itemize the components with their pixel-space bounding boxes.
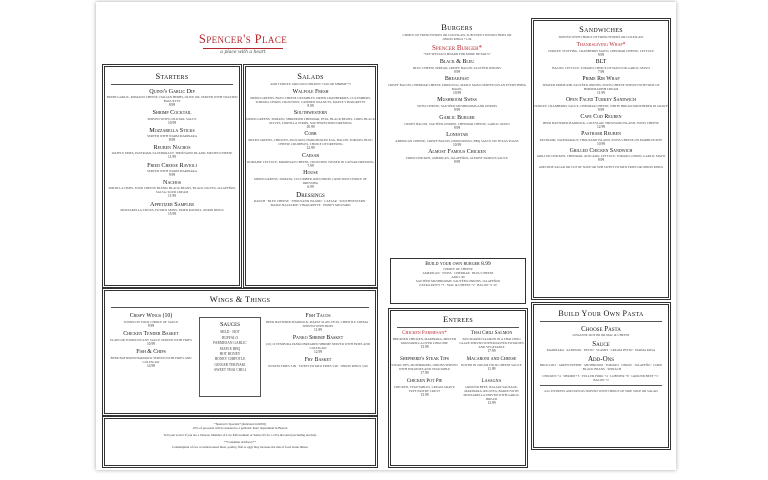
brand-header [189, 32, 297, 55]
item-price: 12.99 [306, 146, 315, 151]
item-desc: CHICKEN, VEGETABLES, CREAM GRAVY, PUFF PASTRY CRUST [393, 384, 456, 393]
item-price: 10.99 [167, 120, 177, 125]
item-name: Cobb [304, 131, 317, 138]
item-price: 14.99 [146, 363, 156, 368]
item-desc: GROUND BEEF, ITALIAN SAUSAGE, MARINARA, RICOTTA, BAKED WITH MOZZARELLA SERVED WITH GARLIC BREAD [463, 384, 520, 401]
item-name: Quinn's Garlic Dip [149, 88, 195, 95]
menu-item [105, 144, 239, 159]
item-name: Chicken Pot Pie [406, 379, 443, 385]
item-name: Southwestern [293, 110, 328, 117]
sauce-item: BUFFALO [221, 335, 239, 340]
item-price: 13.99 [420, 392, 429, 397]
item-desc: MIXED GREENS, TOMATO, CUCUMBER, RED ONION, CROUTONS CHOICE OF DRESSING [253, 176, 368, 185]
menu-item [246, 170, 375, 189]
byo-burger-lines [391, 267, 525, 287]
item-desc: SERVED WITH WARM MARINARA [146, 168, 197, 173]
item-name: Lonestar [446, 131, 468, 138]
item-name: Pastrami Reuben [581, 130, 621, 137]
menu-item [458, 331, 525, 355]
advisory-title: **Consumer Advisory** [224, 440, 256, 445]
sauces-box [199, 317, 261, 397]
divider [397, 327, 519, 328]
item-name: Cape Cod Reuben [580, 113, 622, 120]
item-price: 9.99 [597, 158, 605, 163]
item-name: Thai Chili Salmon [470, 331, 513, 336]
item-desc: FRIED CHICKEN, AMERICAN, JALAPEÑOS, ALMOST FAMOUS SAUCE [406, 155, 508, 160]
brand-logo: Spencer's Place [198, 32, 288, 46]
entrees-title: Entrees [443, 314, 473, 324]
starters-title: Starters [155, 71, 189, 81]
item-desc: BEER BATTERED HADDOCK, MAPLE SLAW, FETA, CHIPOTLE CREMA · SERVED WITH FRIES [266, 319, 370, 328]
menu-item [246, 153, 375, 168]
item-desc: BEER BATTERED HADDOCK, COLESLAW, THOUSAND ISLAND, SWISS CHEESE [543, 120, 659, 125]
item-price: 8.99 [168, 138, 176, 142]
menu-item [534, 97, 668, 112]
item-price: 9.99 [307, 103, 314, 108]
choose-pasta-text: LINGUINE, ROTINI OR MAC & CHEESE [572, 333, 630, 338]
item-price: 11.99 [597, 90, 605, 95]
salads-list [246, 89, 375, 189]
item-name: Nachos [162, 179, 182, 187]
item-name: Black & Bleu [439, 59, 475, 66]
menu-item [105, 201, 239, 216]
item-desc: CRISPY BACON, SAUTÉED ONIONS, CHEDDAR CHEESE, GARLIC MAYO [404, 121, 510, 126]
burgers-sub: CHOICE OF FRENCH FRIES OR COLESLAW, SUB SWEET POTATO FRIES OR ONION RINGS +1.99 [402, 33, 512, 41]
byo-line: ADD 1.99 [451, 275, 465, 280]
sauce-item: SWEET THAI CHILI [214, 368, 246, 373]
sauce-item: GINGER TERIYAKI [214, 362, 246, 367]
sauces-title: Sauces [219, 321, 240, 328]
item-desc: BREADED CHICKEN, MARINARA, MELTED MOZZARELLA OVER LINGUINE [392, 336, 457, 345]
menu-item [534, 148, 668, 163]
menu-item [458, 357, 525, 377]
byo-burger-title: Build your own burger 8.99 [425, 261, 491, 267]
item-price: 10.99 [452, 91, 462, 96]
item-price: 8.99 [168, 103, 176, 108]
item-name: Shepherd's Steak Tips [399, 357, 450, 363]
item-name: Shrimp Cocktail [152, 109, 192, 117]
menu-item [105, 127, 239, 142]
menu-item [387, 132, 527, 147]
sauce-item: HONEY CHIPOTLE [214, 357, 246, 362]
menu-item [246, 110, 375, 129]
item-name: Fry Basket [304, 356, 332, 363]
sauce-item: PARMESAN GARLIC [213, 341, 247, 346]
menu-item [458, 379, 525, 407]
item-price: 9.99 [597, 107, 605, 112]
menu-item [246, 131, 375, 150]
salads-title: Salads [297, 71, 324, 81]
item-name: Mozzarella Sticks [149, 126, 195, 134]
divider [540, 321, 662, 322]
item-desc: MIXED GREENS, CHICKEN, AVOCADO, HARD BOILED EGG, BACON, TOMATO, BLEU CHEESE CRUMBLES, CHOICE OF DRESSING [248, 138, 373, 147]
starters-section [104, 66, 240, 286]
menu-item [534, 114, 668, 129]
sauces-list [200, 330, 260, 373]
menu-item [391, 331, 458, 355]
item-price: 9.99 [453, 69, 461, 74]
item-name: Almost Famous Chicken [428, 149, 486, 156]
pasta-footer: ALL ENTREES AND PASTAS SERVED WITH CHOICE OF SIDE SOUP OR SALAD [544, 389, 658, 394]
menu-item [534, 76, 668, 95]
item-desc: FRESH GARLIC, ROMANO CHEESE, ITALIAN HERBS, OLIVE OIL SERVED WITH TOASTED BAGUETTE [106, 95, 238, 104]
entrees-list [391, 331, 525, 409]
addons-title: Add-Ons [587, 355, 615, 364]
menu-item [387, 115, 527, 130]
item-desc: TURKEY, CRANBERRY SAUCE, CHEDDAR CHEESE, WHITE BREAD SMOTHERED IN GRAVY [534, 103, 668, 108]
wings-left-list [109, 313, 193, 371]
dressings-list: RANCH · BLEU CHEESE · THOUSAND ISLAND · CAESAR · SOUTHWESTERN · MAPLE BALSAMIC VINAIGRETTE · HONEY MUSTARD [253, 199, 367, 208]
byo-burger-section [390, 258, 526, 304]
item-desc: STEAK TIPS, MUSHROOMS, ONIONS SERVED WITH POTATOES AND VEGETABLE [391, 362, 458, 371]
specials-line-2: 10% of proceeds will be donated to a pediatric heart department in Boston [192, 426, 288, 431]
divider [111, 84, 233, 85]
item-desc: TORTILLA CHIPS, FOUR CHEESE BLEND, BLACK BEANS, BLACK OLIVES, JALAPEÑOS, SALSA, SOUR CREAM [108, 186, 236, 195]
spencer-burger-desc: *SEE SPECIALS BOARD FOR MORE DETAILS* [423, 52, 491, 57]
item-price: 7.99 [597, 69, 605, 74]
item-price: 7.99 [307, 163, 314, 168]
pasta-section [533, 304, 669, 448]
sauce-item: MAPLE BBQ [219, 346, 241, 351]
item-desc: MOZZARELLA STICKS, POTATO SKINS, FRIED RAVIOLI, ONION RINGS [120, 207, 224, 212]
item-price: 10.99 [596, 141, 606, 146]
item-name: Lasagna [481, 379, 502, 385]
item-desc: WAFFLE FRIES, PASTRAMI, SAUERKRAUT, THOUSAND ISLAND, MELTED CHEESE [111, 151, 233, 156]
item-desc: SERVED WITH COCKTAIL SAUCE [147, 116, 197, 121]
sandwiches-note: ADD SIDE SALAD OR CUP OF SOUP OR SUB SWEET POTATO FRIES OR ONION RINGS [538, 164, 664, 169]
menu-item [534, 131, 668, 146]
item-desc: PASTRAMI, SAUERKRAUT, THOUSAND ISLAND, SWISS CHEESE ON MARBLED RYE [539, 137, 663, 142]
item-name: Macaroni and Cheese [466, 357, 517, 363]
salads-section [245, 66, 376, 286]
item-price: 12.99 [313, 349, 323, 354]
burgers-list [387, 59, 527, 164]
wings-section [104, 290, 376, 414]
item-name: Open Faced Turkey Sandwich [566, 96, 636, 103]
item-price: 10.99 [306, 125, 315, 130]
item-price: 11.99 [168, 155, 176, 160]
item-desc: TOSSED IN YOUR CHOICE OF SAUCE [123, 319, 179, 324]
item-name: Mushroom Swiss [437, 97, 477, 104]
sauce-item: MILD · HOT [220, 330, 240, 335]
menu-item [387, 97, 527, 112]
dressings-title: Dressings [296, 191, 325, 200]
item-price: 11.99 [487, 366, 496, 371]
sauce-text: MARINARA · ALFREDO · PESTO · SCAMPI · CREAM PESTO · PARMA ROSA [546, 348, 656, 353]
item-name: Crispy Wings (10) [129, 313, 173, 319]
menu-item [109, 349, 193, 368]
pasta-title: Build Your Own Pasta [558, 309, 644, 318]
item-name: Chicken Tender Basket [123, 330, 179, 337]
sandwiches-list [534, 42, 668, 163]
logo-divider [203, 48, 283, 49]
item-name: Reuben Nachos [153, 144, 191, 152]
burgers-title: Burgers [441, 22, 473, 32]
item-desc: BLEU CHEESE SPREAD, CRISPY BACON, SAUTÉED ONIONS [413, 65, 501, 70]
item-desc: BACON, LETTUCE, TOMATO CHOICE OF MAYO OR GARLIC MAYO [552, 65, 650, 70]
item-desc: PAN SEARED SALMON IN A THAI CHILI GLAZE SERVED WITH ROASTED POTATOES AND VEGETABLE [459, 336, 524, 349]
item-price: 9.99 [453, 125, 461, 130]
protein-text: CHICKEN +4 · SHRIMP +5 · PULLED PORK +4 · LOBSTER +8 · GROUND BEEF +3 · BACON +2 [542, 374, 660, 383]
item-price: 9.99 [597, 52, 605, 57]
item-price: 12.99 [596, 124, 606, 129]
menu-item [534, 59, 668, 74]
item-name: Fish & Chips [136, 348, 166, 355]
burgers-section [387, 18, 527, 274]
divider [111, 307, 369, 308]
byo-line: EXTRA PATTY +3 · MAC & CHEESE +2 · BACON +1.50 [419, 283, 497, 288]
menu-item [109, 313, 193, 328]
item-desc: (10) 10 TEMPURA PANKO BREADED SHRIMP SERVED WITH FRIES AND COLESLAW [266, 341, 370, 350]
menu-item [265, 313, 371, 332]
menu-item [105, 109, 239, 124]
item-name: Grilled Chicken Sandwich [569, 147, 633, 154]
brand-tagline: a place with a heart [220, 50, 266, 55]
item-desc: ROMAINE LETTUCE, PARMESAN CHEESE, CROUTONS TOSSED IN CAESAR DRESSING [247, 159, 374, 164]
item-desc: BEER BATTERED HADDOCK SERVED WITH FRIES AND COLESLAW [110, 355, 192, 364]
item-price: 17.99 [420, 370, 429, 375]
item-price: 9.99 [168, 172, 176, 177]
item-price: 15.99 [167, 211, 177, 216]
salads-note: ADD TURKEY, GRILLED CHICKEN +4.99 OR SHRIMP +5 [270, 82, 351, 86]
item-price: 11.99 [314, 327, 322, 332]
item-name: Chicken Parmesan* [402, 331, 447, 336]
specials-line-3: Tell your server if you are a Veteran, Member of Law Enforcement or Senior 65 for a 10% discount (excluding alcohol) [163, 433, 317, 438]
item-name: Prime Rib Wrap [582, 75, 620, 82]
item-desc: AMERICAN CHEESE, CRISPY BACON, ONION RINGS, BBQ SAUCE ON TEXAS TOAST [395, 138, 519, 143]
item-price: 13.99 [487, 400, 496, 405]
item-desc: CRISPY BACON, CHEDDAR CHEESE, FRIED EGG, MAPLE MAYO SERVED ON AN EVERYTHING BAGEL [387, 83, 527, 92]
item-name: Breakfast [444, 76, 470, 83]
specials-section [104, 418, 376, 466]
menu-item [387, 59, 527, 74]
item-name: Thanksgiving Wrap* [576, 42, 626, 48]
item-desc: GRILLED CHICKEN, CHEDDAR, AVOCADO, LETTUCE, TOMATO, ONION, GARLIC MAYO [536, 154, 666, 159]
item-price: 11.99 [168, 194, 176, 199]
sandwiches-section [533, 20, 669, 298]
starters-list [105, 88, 239, 216]
item-name: Appetizer Sampler [150, 200, 194, 208]
item-price: 10.99 [452, 142, 462, 147]
item-desc: MIXED GREENS, BLEU CHEESE CRUMBLES, DRIED CRANBERRIES, CUCUMBERS, TOMATO, ONION, CROUTONS, CANDIED WALNUTS, MAPLE VINAIGRETTE [250, 95, 371, 104]
addons-text: BROCCOLI · GREEN PEPPER · MUSHROOM · TOMATO · ONION · JALAPEÑO · CORN · BLACK BEANS · SPINACH [540, 363, 662, 372]
item-price: 6.99 [307, 184, 314, 189]
item-name: BLT [595, 58, 607, 65]
choose-pasta-title: Choose Pasta [581, 325, 621, 333]
item-price: 9.99 [453, 159, 461, 164]
item-name: Garlic Burger [439, 114, 475, 121]
menu-item [387, 76, 527, 95]
divider [540, 385, 662, 386]
menu-item [246, 89, 375, 108]
item-name: Panko Shrimp Basket [292, 334, 344, 341]
menu-item [105, 162, 239, 177]
menu-item [109, 331, 193, 346]
item-desc: PLAIN OR TOSSED IN ANY SAUCE SERVED WITH FRIES [110, 337, 192, 342]
specials-line-1: *Spencer's Specials* (indicated in RED) [214, 422, 266, 426]
item-price: 9.99 [453, 108, 461, 113]
item-price: 10.99 [146, 341, 156, 346]
wings-title: Wings & Things [209, 294, 271, 304]
item-name: House [303, 169, 318, 176]
item-desc: TURKEY, STUFFING, CRANBERRY MAYO, CHEDDAR CHEESE, LETTUCE [548, 48, 654, 53]
menu-item [265, 357, 371, 368]
sauce-title: Sauce [592, 340, 610, 349]
item-price: 13.99 [420, 344, 429, 349]
item-desc: MIXED GREENS, TOMATO, SHREDDED CHEDDAR, FETA, BLACK BEANS, CORN, BLACK OLIVES, TORTILLA STRIPS, SOUTHWESTERN DRESSING [246, 117, 375, 126]
byo-line: SAUTÉED MUSHROOMS, SAUTÉED ONIONS, JALAPEÑOS [415, 279, 501, 284]
sandwiches-title: Sandwiches [579, 24, 623, 34]
menu-item [387, 149, 527, 164]
item-name: Caesar [301, 152, 320, 159]
byo-line: AMERICAN · SWISS · CHEDDAR · BLEU CHEESE [422, 271, 494, 276]
item-desc: POTATO FRIES 3.99 · SWEET POTATO FRIES 5.99 · ONION RINGS 5.99 [268, 363, 368, 368]
menu-item [105, 179, 239, 198]
item-desc: SHAVED PRIME RIB, SAUTÉED ONIONS, SWISS CHEESE SERVED WITH SIDE OF HORSERADISH CREAM [542, 82, 660, 91]
item-price: 17.99 [487, 348, 496, 353]
sandwiches-sub: SERVED WITH CHOICE OF FRENCH FRIES OR COLESLAW [558, 35, 644, 39]
item-desc: SWISS CHEESE, SAUTÉED MUSHROOMS AND ONIONS [416, 104, 498, 109]
sauce-item: HOT HONEY [219, 352, 241, 357]
menu-item [265, 335, 371, 354]
wings-right-list [265, 313, 371, 371]
item-price: 9.99 [147, 323, 155, 328]
item-name: Fried Cheese Ravioli [147, 161, 197, 169]
advisory-text: Consumption of raw or undercooked meat, poultry, fish or eggs may increase the risk of food borne illness [172, 444, 308, 449]
item-desc: SERVED WITH WARM MARINARA [146, 134, 197, 138]
menu-sheet [96, 2, 676, 470]
menu-item [534, 42, 668, 57]
item-name: Walpole Fresh [292, 89, 329, 95]
item-desc: ROTINI IN CREAM FOUR CHEESE SAUCE [461, 362, 522, 367]
byo-line: CHOICE OF CHEESE [443, 267, 473, 272]
menu-item [105, 88, 239, 107]
menu-item [391, 357, 458, 377]
entrees-section [390, 310, 526, 466]
item-name: Fish Tacos [305, 313, 331, 319]
spencer-burger-name: Spencer Burger* [432, 44, 482, 52]
menu-item [391, 379, 458, 407]
